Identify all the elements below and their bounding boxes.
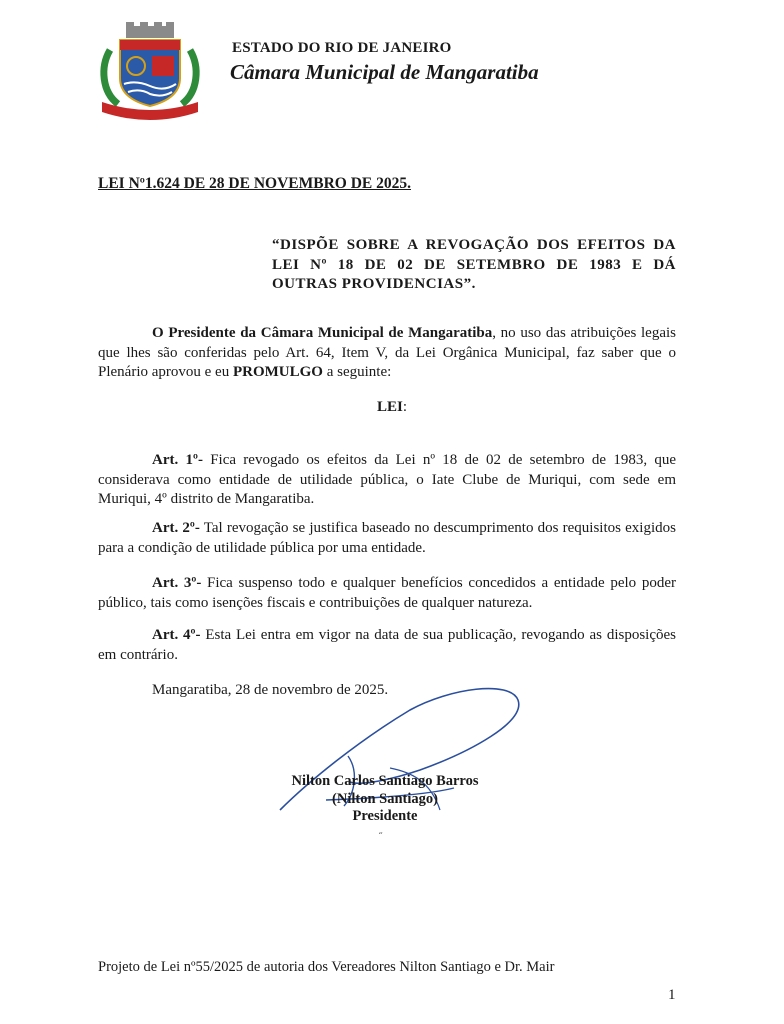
signer-nickname: (Nilton Santiago) [332,791,438,807]
project-note: Projeto de Lei nº55/2025 de autoria dos Vereadores Nilton Santiago e Dr. Mair [98,959,555,975]
lei-heading [0,399,784,416]
article-number: Art. 4º- [152,627,201,643]
place-date: Mangaratiba, 28 de novembro de 2025. [152,682,389,698]
signer-name: Nilton Carlos Santiago Barros [291,773,479,789]
municipal-coat-of-arms-icon [96,22,204,122]
preamble-promulgo: PROMULGO [232,364,323,380]
state-name: ESTADO DO RIO DE JANEIRO [232,40,452,56]
law-ementa: “DISPÕE SOBRE A REVOGAÇÃO DOS EFEITOS DA LEI Nº 18 DE 02 DE SETEMBRO DE 1983 E DÁ OUTRAS PROVIDENCIAS”. [272,237,676,292]
article-number: Art. 1º- [152,452,203,468]
chamber-name: Câmara Municipal de Mangaratiba [230,60,539,84]
article-number: Art. 2º- [152,520,200,536]
page-number: 1 [668,987,676,1003]
article-number: Art. 3º- [152,575,202,591]
preamble-text-1: , no uso das atribuições legais que lhes são conferidas pelo Art. 64, Item V, da Lei Orgânica Municipal, faz saber que o Plenário aprovou e eu [98,325,676,380]
article-3 [98,574,676,613]
preamble-text-2: a seguinte: [322,364,392,380]
lei-label: LEI [376,399,403,415]
preamble-bold-lead: O Presidente da Câmara Municipal de Mangaratiba [152,325,493,341]
article-text: Esta Lei entra em vigor na data de sua publicação, revogando as disposições em contrário. [98,627,676,663]
coat-of-arms [96,22,204,122]
article-text: Fica suspenso todo e qualquer benefícios concedidos a entidade pelo poder público, tais como isenções fiscais e contribuições de qualquer natureza. [98,575,676,611]
article-text: Tal revogação se justifica baseado no descumprimento dos requisitos exigidos para a condição de utilidade pública por uma entidade. [98,520,676,556]
article-2 [98,519,676,558]
article-text: Fica revogado os efeitos da Lei nº 18 de 02 de setembro de 1983, que considerava como entidade de utilidade pública, o Iate Clube de Muriqui, com sede em Muriqui, 4º distrito de Mangaratiba. [98,452,676,507]
law-title: LEI Nº1.624 DE 28 DE NOVEMBRO DE 2025. [98,175,411,192]
lei-colon: : [402,399,408,415]
signer-role: Presidente [352,808,418,824]
signature-mark: ˝ [379,832,383,843]
preamble [98,324,676,383]
article-1 [98,451,676,510]
